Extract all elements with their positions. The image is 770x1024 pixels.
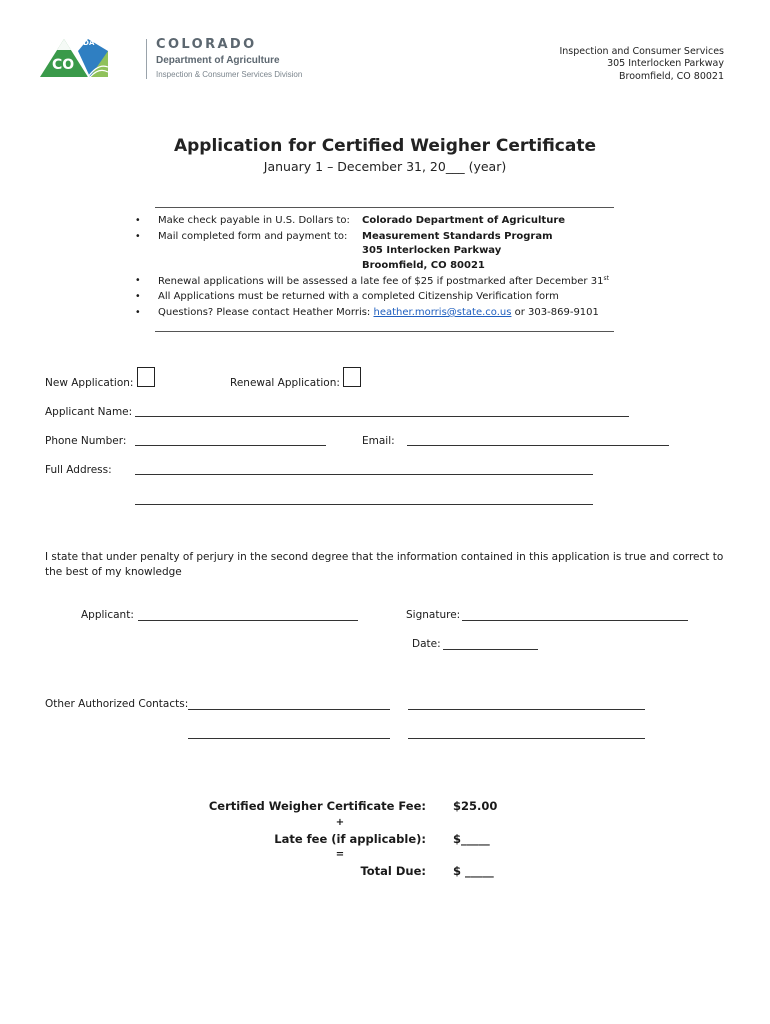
date-label: Date:: [412, 638, 441, 650]
mail-to-line: 305 Interlocken Parkway: [362, 245, 502, 256]
logo-division: Inspection & Consumer Services Division: [156, 70, 303, 79]
check-payable-value: Colorado Department of Agriculture: [362, 215, 566, 226]
renewal-fee-text: Renewal applications will be assessed a late fee of $25 if postmarked after December 31: [158, 276, 604, 287]
logo-badge-text: CDA: [78, 39, 95, 47]
cda-logo: [38, 37, 303, 85]
instructions-top-rule: [155, 207, 614, 208]
phone-number-field[interactable]: [135, 445, 326, 446]
plus-sign: +: [335, 817, 345, 828]
questions-prefix: Questions? Please contact Heather Morris:: [158, 307, 374, 318]
new-application-checkbox[interactable]: [137, 367, 155, 387]
bullet: •: [135, 215, 141, 226]
equals-sign: =: [335, 849, 345, 860]
phone-number-label: Phone Number:: [45, 435, 127, 447]
mail-to-line: Measurement Standards Program: [362, 231, 553, 242]
bullet: •: [135, 291, 141, 302]
mail-to-label: Mail completed form and payment to:: [158, 231, 348, 242]
late-fee-value: $_____: [453, 832, 490, 846]
questions-note: [158, 307, 599, 318]
logo-department: Department of Agriculture: [156, 55, 280, 66]
instructions-bottom-rule: [155, 331, 614, 332]
logo-state-name: COLORADO: [156, 37, 257, 52]
full-address-field-line-1[interactable]: [135, 474, 593, 475]
page-subtitle: January 1 – December 31, 20___ (year): [263, 159, 507, 174]
certificate-fee-value: $25.00: [453, 799, 498, 813]
page-title: Application for Certified Weigher Certificate: [173, 136, 597, 156]
citizenship-note: All Applications must be returned with a completed Citizenship Verification form: [158, 291, 559, 302]
other-contact-field[interactable]: [188, 738, 390, 739]
full-address-field-line-2[interactable]: [135, 504, 593, 505]
renewal-fee-suffix: st: [603, 275, 609, 282]
late-fee-label: Late fee (if applicable):: [274, 832, 426, 846]
other-contacts-label: Other Authorized Contacts:: [45, 698, 189, 710]
other-contact-field[interactable]: [408, 738, 645, 739]
applicant-name-label: Applicant Name:: [45, 406, 133, 418]
renewal-fee-note: [158, 275, 609, 287]
contact-email-link[interactable]: heather.morris@state.co.us: [373, 307, 512, 318]
bullet: •: [135, 231, 141, 242]
bullet: •: [135, 307, 141, 318]
date-field[interactable]: [443, 649, 538, 650]
applicant-name-field[interactable]: [135, 416, 629, 417]
email-field[interactable]: [407, 445, 669, 446]
other-contact-field[interactable]: [408, 709, 645, 710]
renewal-application-label: Renewal Application:: [230, 377, 340, 389]
applicant-label: Applicant:: [81, 609, 134, 621]
address-line: Inspection and Consumer Services: [559, 46, 724, 57]
address-line: 305 Interlocken Parkway: [607, 58, 724, 70]
total-due-label: Total Due:: [360, 864, 426, 878]
logo-initials: CO: [52, 57, 75, 73]
applicant-field[interactable]: [138, 620, 358, 621]
check-payable-label: Make check payable in U.S. Dollars to:: [158, 215, 350, 226]
signature-field[interactable]: [462, 620, 688, 621]
perjury-statement: I state that under penalty of perjury in the second degree that the information contained in this application is true and correct to the best of my knowledge: [45, 551, 724, 578]
full-address-label: Full Address:: [45, 464, 112, 476]
certificate-fee-label: Certified Weigher Certificate Fee:: [208, 799, 426, 813]
email-label: Email:: [362, 435, 395, 447]
logo-divider: [146, 39, 147, 79]
mail-to-line: Broomfield, CO 80021: [362, 260, 485, 271]
renewal-application-checkbox[interactable]: [343, 367, 361, 387]
new-application-label: New Application:: [45, 377, 134, 389]
office-address: [559, 46, 724, 83]
signature-label: Signature:: [406, 609, 461, 621]
questions-phone: or 303-869-9101: [511, 307, 599, 318]
bullet: •: [135, 275, 141, 286]
other-contact-field[interactable]: [188, 709, 390, 710]
address-line: Broomfield, CO 80021: [619, 70, 724, 82]
total-due-value: $ _____: [453, 864, 494, 878]
